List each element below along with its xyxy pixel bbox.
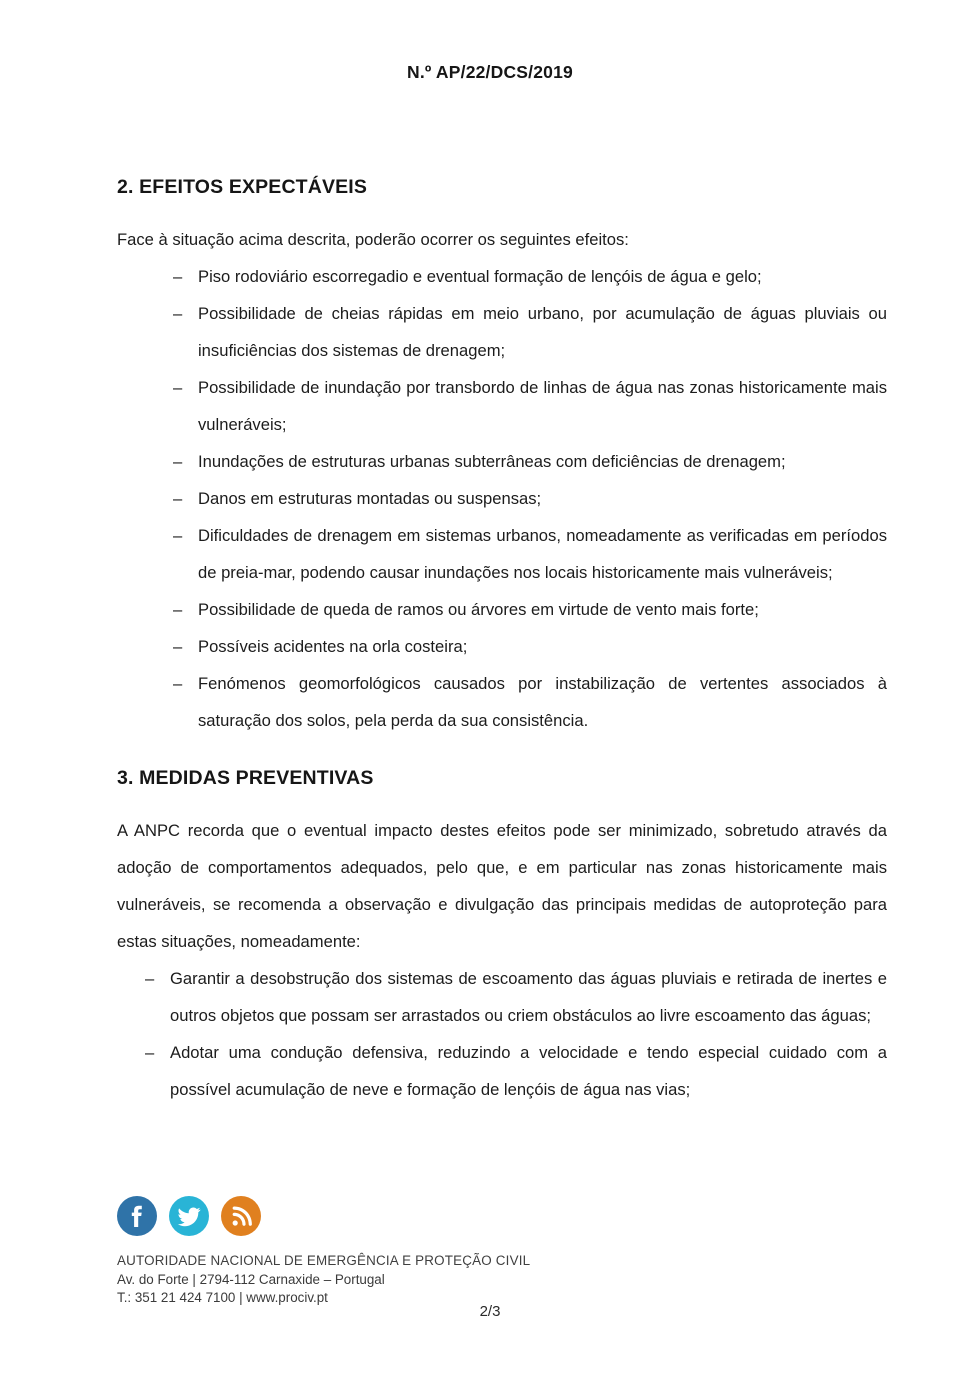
preventive-measures-list: [117, 960, 887, 1108]
document-header: [0, 62, 980, 83]
document-reference: N.º AP/22/DCS/2019: [407, 62, 573, 82]
bullet-dash-icon: –: [173, 600, 183, 619]
list-item-text: Adotar uma condução defensiva, reduzindo a velocidade e tendo especial cuidado com a possível acumulação de neve e formação de lençóis de água nas vias;: [170, 1043, 887, 1099]
list-item: [173, 258, 887, 295]
section-title-efeitos: 2. EFEITOS EXPECTÁVEIS: [117, 176, 368, 198]
list-item: [173, 517, 887, 591]
bullet-dash-icon: –: [173, 489, 183, 508]
facebook-icon[interactable]: [117, 1196, 157, 1236]
spacer: [117, 739, 887, 767]
list-item: [173, 480, 887, 517]
footer-telephone: T.: 351 21 424 7100 | www.prociv.pt: [117, 1290, 328, 1305]
spacer: [117, 199, 887, 221]
bullet-dash-icon: –: [173, 267, 183, 286]
list-item: [173, 295, 887, 369]
list-item-text: Danos em estruturas montadas ou suspensas;: [198, 489, 542, 508]
bullet-dash-icon: –: [145, 1043, 155, 1062]
bullet-dash-icon: –: [173, 304, 183, 323]
social-links: [117, 1196, 917, 1236]
list-item-text: Possibilidade de inundação por transbordo de linhas de água nas zonas historicamente mais vulneráveis;: [198, 378, 887, 434]
footer-address: Av. do Forte | 2794-112 Carnaxide – Portugal: [117, 1271, 385, 1287]
page-number: 2/3: [479, 1303, 501, 1320]
footer-contact-block: [117, 1252, 917, 1308]
document-footer: [117, 1196, 917, 1308]
bullet-dash-icon: –: [173, 378, 183, 397]
document-body: [117, 176, 887, 1108]
twitter-icon[interactable]: [169, 1196, 209, 1236]
list-item: [173, 591, 887, 628]
bullet-dash-icon: –: [173, 674, 183, 693]
bullet-dash-icon: –: [145, 969, 155, 988]
section-title-medidas: 3. MEDIDAS PREVENTIVAS: [117, 767, 374, 789]
spacer: [117, 790, 887, 812]
list-item: [173, 665, 887, 739]
effects-list: [117, 258, 887, 739]
bullet-dash-icon: –: [173, 637, 183, 656]
list-item-text: Possibilidade de cheias rápidas em meio urbano, por acumulação de águas pluviais ou insuficiências dos sistemas de drenagem;: [198, 304, 887, 360]
list-item: [173, 369, 887, 443]
list-item-text: Fenómenos geomorfológicos causados por instabilização de vertentes associados à saturação dos solos, pela perda da sua consistência.: [198, 674, 887, 730]
bullet-dash-icon: –: [173, 452, 183, 471]
list-item: [145, 960, 887, 1034]
list-item-text: Garantir a desobstrução dos sistemas de escoamento das águas pluviais e retirada de inertes e outros objetos que possam ser arrastados ou criem obstáculos ao livre escoamento das águas;: [170, 969, 887, 1025]
list-item: [145, 1034, 887, 1108]
list-item-text: Inundações de estruturas urbanas subterrâneas com deficiências de drenagem;: [198, 452, 786, 471]
list-item-text: Dificuldades de drenagem em sistemas urbanos, nomeadamente as verificadas em períodos de preia-mar, podendo causar inundações nos locais historicamente mais vulneráveis;: [198, 526, 887, 582]
list-item: [173, 628, 887, 665]
section-intro-efeitos: Face à situação acima descrita, poderão ocorrer os seguintes efeitos:: [117, 230, 629, 249]
bullet-dash-icon: –: [173, 526, 183, 545]
section-intro-medidas: A ANPC recorda que o eventual impacto destes efeitos pode ser minimizado, sobretudo através da adoção de comportamentos adequados, pelo que, e em particular nas zonas historicamente mais vulneráveis, se recomenda a observação e divulgação das principais medidas de autoproteção para estas situações, nomeadamente:: [117, 821, 887, 951]
footer-organization: AUTORIDADE NACIONAL DE EMERGÊNCIA E PROTEÇÃO CIVIL: [117, 1253, 531, 1268]
list-item-text: Piso rodoviário escorregadio e eventual formação de lençóis de água e gelo;: [198, 267, 762, 286]
list-item-text: Possíveis acidentes na orla costeira;: [198, 637, 468, 656]
rss-icon[interactable]: [221, 1196, 261, 1236]
list-item-text: Possibilidade de queda de ramos ou árvores em virtude de vento mais forte;: [198, 600, 759, 619]
list-item: [173, 443, 887, 480]
